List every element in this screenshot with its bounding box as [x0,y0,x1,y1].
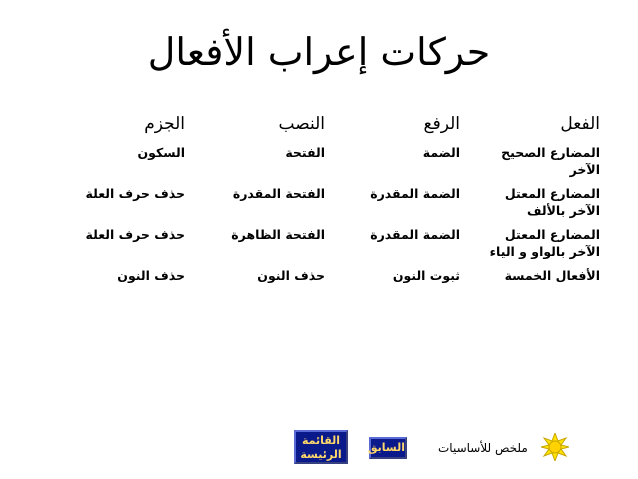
verb-cell: المضارع الصحيح الآخر [501,145,600,177]
raf-cell: الضمة المقدرة [370,186,460,201]
table-row [50,226,600,267]
sun-icon[interactable] [541,433,569,461]
raf-cell: الضمة [422,145,460,160]
verb-cell: المضارع المعتل الآخر بالألف [504,186,600,218]
table-row [50,144,600,185]
jazm-cell: حذف النون [117,268,185,283]
header-raf: الرفع [423,114,460,134]
previous-button[interactable]: السابق [369,437,407,459]
header-nasb: النصب [278,114,325,134]
table-row [50,267,600,291]
nasb-cell: الفتحة الظاهرة [231,227,325,242]
header-jazm: الجزم [144,114,185,134]
nasb-cell: الفتحة [285,145,325,160]
header-verb: الفعل [560,114,600,134]
table-row [50,185,600,226]
raf-cell: ثبوت النون [392,268,460,283]
summary-link[interactable]: ملخص للأساسيات [438,441,528,455]
verb-cell: المضارع المعتل الآخر بالواو و الياء [489,227,600,259]
table-header-row [50,114,600,144]
nasb-cell: الفتحة المقدرة [232,186,325,201]
nasb-cell: حذف النون [257,268,325,283]
jazm-cell: حذف حرف العلة [85,227,185,242]
jazm-cell: السكون [137,145,185,160]
raf-cell: الضمة المقدرة [370,227,460,242]
verb-inflection-table [50,114,600,291]
verb-cell: الأفعال الخمسة [504,268,600,283]
main-menu-button[interactable]: القائمة الرئيسة [294,430,348,464]
jazm-cell: حذف حرف العلة [85,186,185,201]
page-title: حركات إعراب الأفعال [147,30,491,74]
